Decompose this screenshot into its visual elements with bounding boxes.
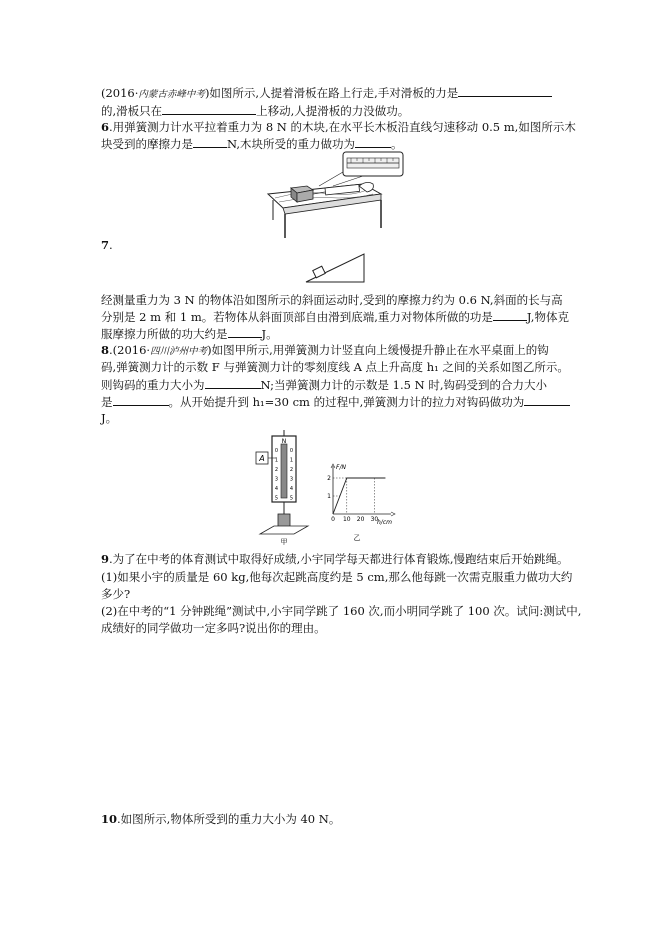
q6-text-2c: 。: [390, 137, 403, 151]
q7-text-3b: J。: [261, 327, 278, 341]
scale-number-left: 4: [274, 486, 279, 492]
q6-line2: [101, 136, 402, 151]
q5-text: )如图所示,人提着滑板在路上行走,手对滑板的力是: [204, 86, 459, 100]
q10-text-1: .如图所示,物体所受到的重力大小为 40 N。: [117, 812, 341, 826]
scale-number-right: 1: [289, 457, 294, 464]
q7-number-line: [101, 238, 113, 252]
scale-number-right: 0: [289, 448, 294, 454]
x-tick-label: 0: [331, 516, 335, 523]
q5-text-2b: 上移动,人提滑板的力没做功。: [256, 104, 410, 118]
q7-dot: .: [109, 238, 113, 252]
scale-number-left: 1: [274, 457, 279, 464]
q8-text-5: J。: [101, 411, 118, 425]
q5-blank-1[interactable]: [458, 85, 552, 97]
q8-line2: [101, 360, 569, 374]
scale-number-left: 3: [274, 476, 279, 483]
q8-text-2: 码,弹簧测力计的示数 F 与弹簧测力计的零刻度线 A 点上升高度 h₁ 之间的关系如图乙所示。: [101, 360, 569, 374]
q8-prefix: .(2016·: [109, 343, 151, 357]
q9-line5: [101, 621, 326, 635]
hook-weight: [278, 514, 290, 527]
x-tick-label: 30: [370, 516, 379, 523]
q6-blank-1[interactable]: [193, 136, 227, 148]
scale-number-right: 4: [289, 486, 294, 492]
q9-text-1: .为了在中考的体育测试中取得好成绩,小宇同学每天都进行体育锻炼,慢跑结束后开始跳绳。: [109, 552, 569, 566]
q8-text-1: )如图甲所示,用弹簧测力计竖直向上缓慢提升静止在水平桌面上的钩: [207, 343, 549, 357]
q7-line3: [101, 326, 278, 341]
q7-text-2b: J,物体克: [526, 310, 569, 324]
q9-line1: [101, 552, 568, 566]
q7-incline-figure: [304, 252, 366, 284]
q8-line1: [101, 343, 549, 359]
q9-text-2: (1)如果小宇的质量是 60 kg,他每次起跳高度约是 5 cm,那么他每跳一次需克服重力做功大约: [101, 570, 573, 584]
fig-yi-label: 乙: [353, 534, 361, 542]
incline: [306, 254, 364, 282]
q5-prefix: (2016·: [101, 86, 139, 100]
q6-text-1: .用弹簧测力计水平拉着重力为 8 N 的木块,在水平长木板沿直线匀速移动 0.5 m,如图所示木: [109, 120, 576, 134]
label-A: A: [259, 454, 265, 463]
q6-text-2a: 块受到的摩擦力是: [101, 137, 193, 151]
tabletop: [260, 526, 308, 534]
q9-line2: [101, 570, 572, 584]
q8-text-3b: N;当弹簧测力计的示数是 1.5 N 时,钩码受到的合力大小: [260, 378, 547, 392]
q7-blank-2[interactable]: [228, 326, 262, 338]
x-tick-label: 10: [342, 516, 351, 523]
x-tick-label: 20: [356, 516, 365, 523]
q8-source: 四川泸州中考: [150, 346, 208, 357]
scale-number-right: 2: [289, 467, 294, 473]
q8-line3: [101, 377, 547, 392]
q9-text-4: (2)在中考的“1 分钟跳绳”测试中,小宇同学跳了 160 次,而小明同学跳了 100 次。试问:测试中,: [101, 604, 582, 618]
q8-text-4a: 是: [101, 395, 113, 409]
q7-text-3a: 服摩擦力所做的功大约是: [101, 327, 228, 341]
q8-blank-3[interactable]: [524, 394, 570, 406]
q8-figure-yi: [325, 462, 397, 542]
scale-number-left: 5: [274, 495, 279, 502]
scale-number-right: 5: [289, 495, 294, 502]
q9-line4: [101, 604, 581, 618]
force-line: [333, 478, 385, 514]
q7-number: 7: [101, 238, 110, 252]
q8-line4: [101, 394, 570, 409]
q6-blank-2[interactable]: [355, 136, 391, 148]
q8-text-3a: 则钩码的重力大小为: [101, 378, 205, 392]
scale-unit: N: [281, 438, 287, 445]
scale-number-left: 2: [274, 467, 279, 473]
q9-number: 9: [101, 552, 110, 566]
q7-text-1: 经测量重力为 3 N 的物体沿如图所示的斜面运动时,受到的摩擦力约为 0.6 N,斜面的长与高: [101, 293, 563, 307]
q9-text-5: 成绩好的同学做功一定多吗?说出你的理由。: [101, 621, 326, 635]
q6-line1: [101, 120, 576, 134]
q5-blank-2[interactable]: [162, 103, 256, 115]
q7-blank-1[interactable]: [493, 309, 527, 321]
q8-line5: [101, 411, 117, 425]
q6-number: 6: [101, 120, 110, 134]
fig-jia-label: 甲: [280, 538, 288, 546]
graph-xlabel: h/cm: [377, 519, 392, 526]
graph-ticks: [327, 475, 378, 523]
y-tick-label: 1: [327, 493, 331, 500]
q9-line3: [101, 587, 130, 601]
q8-text-4b: 。从开始提升到 h₁=30 cm 的过程中,弹簧测力计的拉力对钩码做功为: [168, 395, 525, 409]
scale-number-right: 3: [289, 476, 294, 483]
graph-ylabel: F/N: [336, 464, 346, 471]
q10-line1: [101, 812, 340, 826]
q5-line1: [101, 85, 552, 102]
graph-grid: [333, 478, 374, 514]
q7-line1: [101, 293, 563, 307]
scale-number-left: 0: [274, 448, 279, 454]
q8-number: 8: [101, 343, 110, 357]
q7-text-2a: 分别是 2 m 和 1 m。若物体从斜面顶部自由滑到底端,重力对物体所做的功是: [101, 310, 493, 324]
q9-text-3: 多少?: [101, 587, 131, 601]
q5-line2: [101, 103, 409, 118]
q5-source: 内蒙古赤峰中考: [138, 89, 205, 100]
q6-figure: [263, 150, 413, 240]
q8-figure-jia: [254, 430, 314, 545]
q5-text-2a: 的,滑板只在: [101, 104, 163, 118]
q8-blank-2[interactable]: [113, 394, 169, 406]
q6-text-2b: N,木块所受的重力做功为: [227, 137, 355, 151]
q8-blank-1[interactable]: [205, 377, 261, 389]
y-tick-label: 2: [327, 475, 331, 482]
q10-number: 10: [101, 812, 118, 826]
q7-line2: [101, 309, 569, 324]
